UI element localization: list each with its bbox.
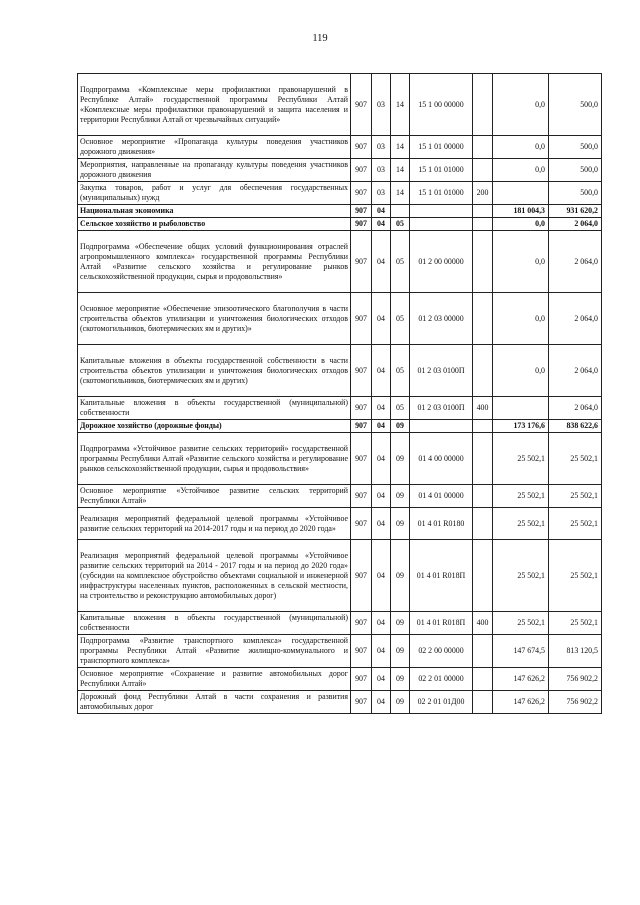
table-row [78,635,602,668]
table-row [78,74,602,136]
table-row [78,691,602,714]
expense-type-cell [473,136,493,159]
subsection-code-cell: 09 [391,508,410,540]
section-code-cell: 04 [372,231,391,293]
subsection-code-cell: 14 [391,74,410,136]
target-item-code-cell [410,218,473,231]
admin-code-cell: 907 [351,420,372,433]
amount-year1-cell: 147 626,2 [493,691,549,714]
admin-code-cell: 907 [351,485,372,508]
amount-year1-cell: 25 502,1 [493,508,549,540]
target-item-code-cell [410,420,473,433]
amount-year2-cell: 500,0 [549,136,602,159]
row-name-cell: Капитальные вложения в объекты государственной (муниципальной) собственности [78,397,351,420]
amount-year2-cell: 756 902,2 [549,668,602,691]
row-name-cell: Основное мероприятие «Пропаганда культуры поведения участников дорожного движения» [78,136,351,159]
subsection-code-cell: 05 [391,397,410,420]
section-code-cell: 03 [372,182,391,205]
amount-year2-cell: 756 902,2 [549,691,602,714]
row-name-cell: Основное мероприятие «Сохранение и развитие автомобильных дорог Республики Алтай» [78,668,351,691]
subsection-code-cell: 09 [391,691,410,714]
row-name-cell: Дорожный фонд Республики Алтай в части сохранения и развития автомобильных дорог [78,691,351,714]
expense-type-cell: 400 [473,612,493,635]
expense-type-cell [473,540,493,612]
amount-year1-cell: 0,0 [493,159,549,182]
subsection-code-cell: 09 [391,540,410,612]
amount-year2-cell: 500,0 [549,159,602,182]
section-code-cell: 04 [372,485,391,508]
expense-type-cell: 200 [473,182,493,205]
table-row [78,345,602,397]
table-row [78,218,602,231]
row-name-cell: Реализация мероприятий федеральной целевой программы «Устойчивое развитие сельских территорий на 2014 - 2017 годы и на период до 2020 года» (субсидии на комплексное обустройство объектами социальной и инженерной инфраструктуры населенных пунктов, расположенных в сельской местности, на строительство и реконструкцию автомобильных дорог) [78,540,351,612]
admin-code-cell: 907 [351,433,372,485]
subsection-code-cell: 09 [391,433,410,485]
expense-type-cell [473,420,493,433]
row-name-cell: Подпрограмма «Комплексные меры профилактики правонарушений в Республике Алтай» государственной программы Республики Алтай «Комплексные меры профилактики правонарушений и защита населения и территории Республики Алтай от чрезвычайных ситуаций» [78,74,351,136]
target-item-code-cell: 01 4 01 R018П [410,540,473,612]
amount-year1-cell: 147 626,2 [493,668,549,691]
admin-code-cell: 907 [351,218,372,231]
row-name-cell: Подпрограмма «Развитие транспортного комплекса» государственной программы Республики Алтай «Развитие жилищно-коммунального и транспортного комплекса» [78,635,351,668]
amount-year1-cell [493,397,549,420]
subsection-code-cell: 05 [391,293,410,345]
amount-year1-cell: 25 502,1 [493,433,549,485]
section-code-cell: 03 [372,159,391,182]
row-name-cell: Реализация мероприятий федеральной целевой программы «Устойчивое развитие сельских территорий на 2014-2017 годы и на период до 2020 года» [78,508,351,540]
target-item-code-cell: 01 4 01 R018П [410,612,473,635]
target-item-code-cell: 15 1 00 00000 [410,74,473,136]
amount-year2-cell: 25 502,1 [549,612,602,635]
amount-year2-cell: 25 502,1 [549,508,602,540]
admin-code-cell: 907 [351,345,372,397]
expense-type-cell [473,293,493,345]
budget-table [77,73,602,714]
row-name-cell: Основное мероприятие «Устойчивое развитие сельских территорий Республики Алтай» [78,485,351,508]
target-item-code-cell: 01 4 00 00000 [410,433,473,485]
page-number: 119 [312,33,328,44]
target-item-code-cell: 01 4 01 00000 [410,485,473,508]
admin-code-cell: 907 [351,231,372,293]
amount-year1-cell: 25 502,1 [493,485,549,508]
amount-year2-cell: 838 622,6 [549,420,602,433]
admin-code-cell: 907 [351,293,372,345]
table-row [78,485,602,508]
target-item-code-cell: 15 1 01 01000 [410,159,473,182]
subsection-code-cell: 14 [391,159,410,182]
section-code-cell: 04 [372,433,391,485]
subsection-code-cell: 14 [391,136,410,159]
amount-year1-cell: 0,0 [493,74,549,136]
target-item-code-cell: 01 4 01 R0180 [410,508,473,540]
section-code-cell: 03 [372,136,391,159]
amount-year2-cell: 25 502,1 [549,540,602,612]
amount-year1-cell: 0,0 [493,345,549,397]
table-row [78,540,602,612]
subsection-code-cell: 09 [391,635,410,668]
amount-year1-cell: 181 004,3 [493,205,549,218]
table-row [78,668,602,691]
target-item-code-cell: 01 2 03 0100П [410,397,473,420]
row-name-cell: Сельское хозяйство и рыболовство [78,218,351,231]
amount-year1-cell: 25 502,1 [493,612,549,635]
amount-year2-cell: 931 620,2 [549,205,602,218]
budget-table-body [78,74,602,714]
row-name-cell: Капитальные вложения в объекты государственной собственности в части строительства объектов утилизации и уничтожения биологических отходов (скотомогильников, биотермических ям и других) [78,345,351,397]
admin-code-cell: 907 [351,691,372,714]
target-item-code-cell: 01 2 00 00000 [410,231,473,293]
amount-year1-cell: 173 176,6 [493,420,549,433]
expense-type-cell [473,74,493,136]
amount-year1-cell: 0,0 [493,293,549,345]
section-code-cell: 04 [372,420,391,433]
amount-year1-cell: 0,0 [493,136,549,159]
table-row [78,612,602,635]
subsection-code-cell: 09 [391,668,410,691]
admin-code-cell: 907 [351,612,372,635]
section-code-cell: 04 [372,691,391,714]
table-row [78,136,602,159]
amount-year2-cell: 2 064,0 [549,218,602,231]
admin-code-cell: 907 [351,182,372,205]
admin-code-cell: 907 [351,508,372,540]
row-name-cell: Капитальные вложения в объекты государственной (муниципальной) собственности [78,612,351,635]
table-row [78,159,602,182]
target-item-code-cell: 15 1 01 00000 [410,136,473,159]
section-code-cell: 04 [372,508,391,540]
row-name-cell: Основное мероприятие «Обеспечение эпизоотического благополучия в части строительства объектов утилизации и уничтожения биологических отходов (скотомогильников, биотермических ям и других)» [78,293,351,345]
section-code-cell: 03 [372,74,391,136]
expense-type-cell [473,668,493,691]
subsection-code-cell: 05 [391,218,410,231]
row-name-cell: Подпрограмма «Обеспечение общих условий функционирования отраслей агропромышленного комплекса» государственной программы Республики Алтай «Развитие сельского хозяйства и регулирование рынков сельскохозяйственной продукции, сырья и продовольствия» [78,231,351,293]
expense-type-cell [473,205,493,218]
amount-year2-cell: 500,0 [549,74,602,136]
expense-type-cell [473,345,493,397]
table-row [78,182,602,205]
subsection-code-cell: 09 [391,420,410,433]
target-item-code-cell: 15 1 01 01000 [410,182,473,205]
amount-year2-cell: 2 064,0 [549,293,602,345]
table-row [78,508,602,540]
target-item-code-cell [410,205,473,218]
subsection-code-cell [391,205,410,218]
admin-code-cell: 907 [351,74,372,136]
amount-year2-cell: 2 064,0 [549,345,602,397]
amount-year1-cell: 0,0 [493,231,549,293]
expense-type-cell [473,159,493,182]
section-code-cell: 04 [372,668,391,691]
admin-code-cell: 907 [351,205,372,218]
amount-year2-cell: 2 064,0 [549,397,602,420]
expense-type-cell [473,433,493,485]
amount-year1-cell: 147 674,5 [493,635,549,668]
table-row [78,231,602,293]
admin-code-cell: 907 [351,397,372,420]
target-item-code-cell: 01 2 03 0100П [410,345,473,397]
subsection-code-cell: 09 [391,485,410,508]
row-name-cell: Мероприятия, направленные на пропаганду культуры поведения участников дорожного движения [78,159,351,182]
expense-type-cell [473,635,493,668]
amount-year1-cell: 25 502,1 [493,540,549,612]
table-row [78,433,602,485]
expense-type-cell [473,691,493,714]
amount-year1-cell: 0,0 [493,218,549,231]
admin-code-cell: 907 [351,136,372,159]
row-name-cell: Подпрограмма «Устойчивое развитие сельских территорий» государственной программы Республики Алтай «Развитие сельского хозяйства и регулирование рынков сельскохозяйственной продукции, сырья и продовольствия» [78,433,351,485]
section-code-cell: 04 [372,612,391,635]
amount-year1-cell [493,182,549,205]
admin-code-cell: 907 [351,668,372,691]
table-row [78,397,602,420]
section-code-cell: 04 [372,293,391,345]
amount-year2-cell: 813 120,5 [549,635,602,668]
target-item-code-cell: 01 2 03 00000 [410,293,473,345]
amount-year2-cell: 25 502,1 [549,485,602,508]
admin-code-cell: 907 [351,159,372,182]
target-item-code-cell: 02 2 00 00000 [410,635,473,668]
section-code-cell: 04 [372,397,391,420]
expense-type-cell [473,508,493,540]
target-item-code-cell: 02 2 01 01Д00 [410,691,473,714]
amount-year2-cell: 2 064,0 [549,231,602,293]
subsection-code-cell: 05 [391,345,410,397]
admin-code-cell: 907 [351,540,372,612]
section-code-cell: 04 [372,205,391,218]
expense-type-cell: 400 [473,397,493,420]
row-name-cell: Дорожное хозяйство (дорожные фонды) [78,420,351,433]
table-row [78,205,602,218]
section-code-cell: 04 [372,345,391,397]
row-name-cell: Национальная экономика [78,205,351,218]
expense-type-cell [473,218,493,231]
expense-type-cell [473,485,493,508]
target-item-code-cell: 02 2 01 00000 [410,668,473,691]
section-code-cell: 04 [372,218,391,231]
subsection-code-cell: 14 [391,182,410,205]
row-name-cell: Закупка товаров, работ и услуг для обеспечения государственных (муниципальных) нужд [78,182,351,205]
subsection-code-cell: 09 [391,612,410,635]
table-row [78,293,602,345]
admin-code-cell: 907 [351,635,372,668]
amount-year2-cell: 25 502,1 [549,433,602,485]
amount-year2-cell: 500,0 [549,182,602,205]
expense-type-cell [473,231,493,293]
subsection-code-cell: 05 [391,231,410,293]
section-code-cell: 04 [372,635,391,668]
table-row [78,420,602,433]
section-code-cell: 04 [372,540,391,612]
